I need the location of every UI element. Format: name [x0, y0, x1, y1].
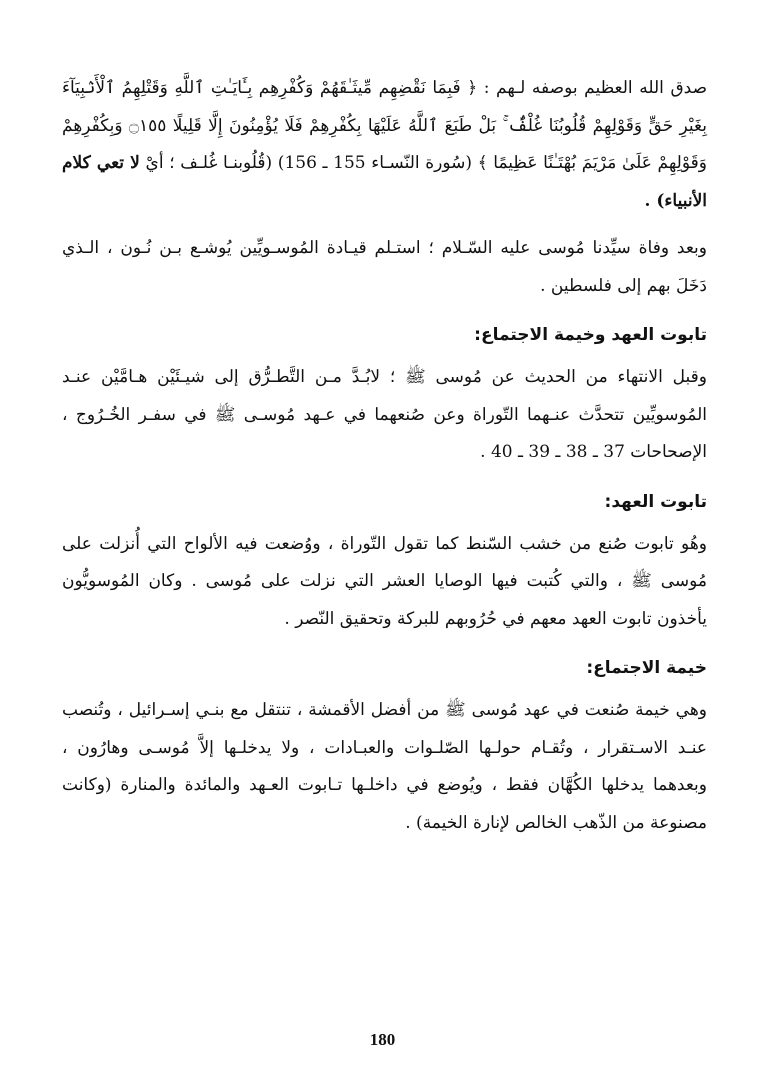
- quran-verse: ﴿ فَبِمَا نَقْضِهِم مِّيثَـٰقَهُمْ وَكُفْرِهِم بِـَٔايَـٰتِ ٱللَّهِ وَقَتْلِهِمُ ٱلْأَنۢبِيَآءَ بِغَيْرِ حَقٍّ وَقَوْلِهِمْ قُلُوبُنَا غُلْفٌۢ ۚ بَلْ طَبَعَ ٱللَّهُ عَلَيْهَا بِكُفْرِهِمْ فَلَا يُؤْمِنُونَ إِلَّا قَلِيلًا ۝١٥٥ وَبِكُفْرِهِمْ وَقَوْلِهِمْ عَلَىٰ مَرْيَمَ بُهْتَـٰنًا عَظِيمًا ﴾: [62, 78, 707, 173]
- quote-intro: صدق الله العظيم بوصفه لـهم :: [477, 78, 707, 98]
- page-number: 180: [369, 1030, 396, 1049]
- page-content: [62, 70, 707, 842]
- paragraph-tent: وهي خيمة صُنعت في عهد مُوسى ﷺ من أفضل الأقمشة ، تنتقل مع بنـي إسـرائيل ، وتُنصب عنـد الاسـتقرار ، وتُقـام حولـها الصّلـوات والعبـادات ، ولا يدخلـها إلاَّ مُوسـى وهارُون ، وبعدهما يدخلها الكُهَّان فقط ، ويُوضع في داخلـها تـابوت العـهد والمائدة والمنارة (وكانت مصنوعة من الذّهب الخالص لإنارة الخيمة) .: [62, 700, 707, 833]
- paragraph-after-moses: وبعد وفاة سيِّدنا مُوسى عليه السّـلام ؛ استـلم قيـادة المُوسـويِّين يُوشـع بـن نُـون ، الـذي دَخَلَ بهم إلى فلسطين .: [62, 238, 707, 296]
- section-heading-ark: تابوت العهد:: [604, 491, 707, 512]
- verse-explanation: لا تعي كلام الأنبياء) .: [62, 153, 707, 211]
- paragraph-ark: وهُو تابوت صُنع من خشب السّنط كما تقول التّوراة ، ووُضعت فيه الألواح التي أُنزلت على مُوسى ﷺ ، والتي كُتبت فيها الوصايا العشر التي نزلت على مُوسى . وكان المُوسويُّون يأخذون تابوت العهد معهم في حُرُوبهم للبركة وتحقيق النّصر .: [62, 533, 707, 629]
- section-heading-ark-and-tent: تابوت العهد وخيمة الاجتماع:: [474, 325, 707, 345]
- verse-reference: (سُورة النّسـاء 155 ـ 156) (قُلُوبنـا غُلـف ؛ أيْ: [139, 153, 478, 173]
- section-heading-tent: خيمة الاجتماع:: [586, 658, 707, 678]
- paragraph-quran-quote: [62, 70, 707, 220]
- paragraph-two-things: وقبل الانتهاء من الحديث عن مُوسى ﷺ ؛ لابُـدَّ مـن التَّطـرُّق إلى شيـئَيْن هـامَّيْن عنـد المُوسويِّين تتحدَّث عنـهما التّوراة وعن صُنعهما في عـهد مُوسـى ﷺ في سفـر الخُـرُوج ، الإصحاحات 37 ـ 38 ـ 39 ـ 40 .: [62, 367, 707, 462]
